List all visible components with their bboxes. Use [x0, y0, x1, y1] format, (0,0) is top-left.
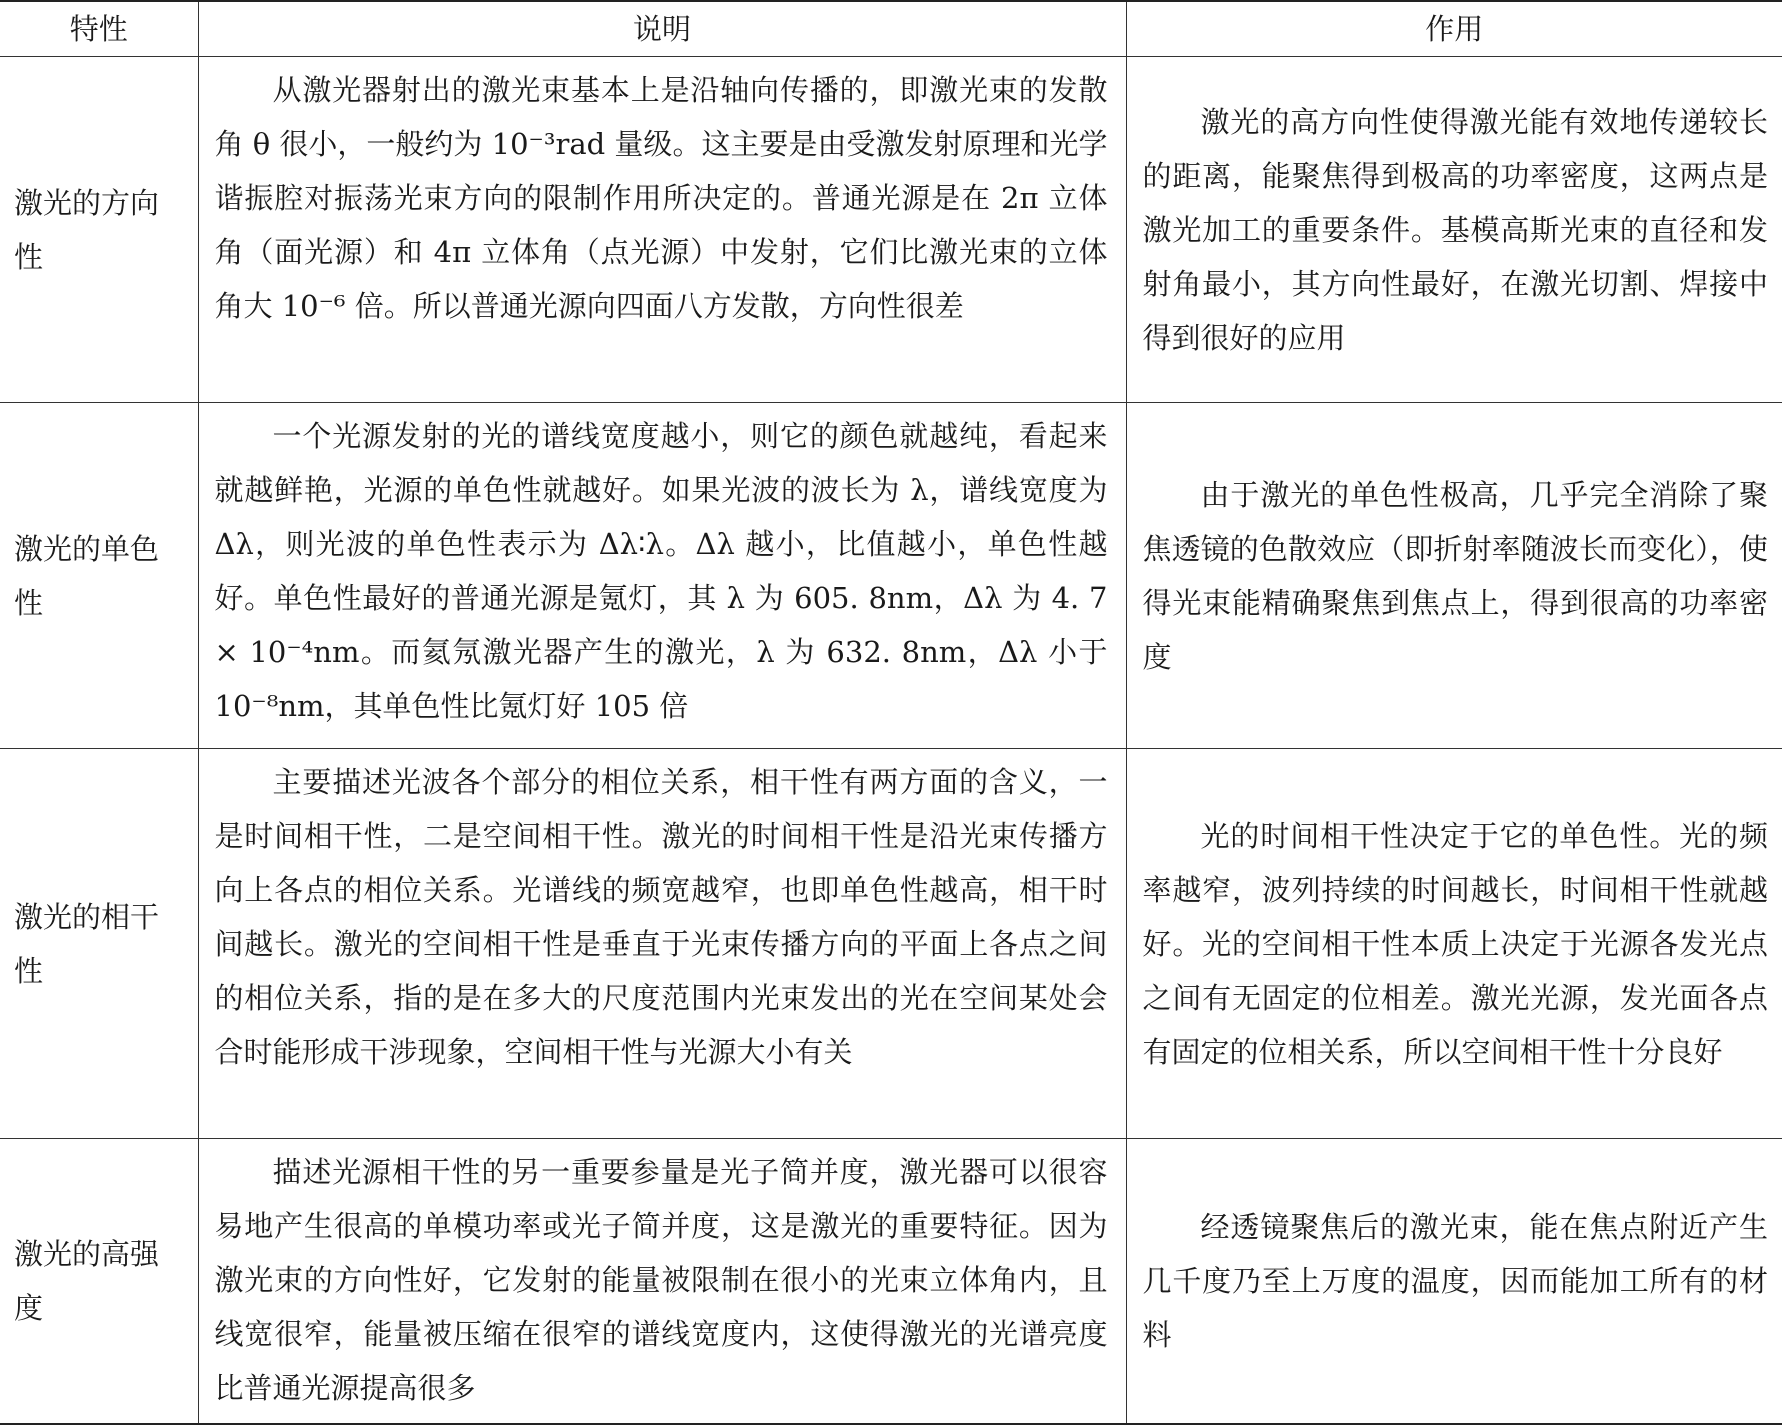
description-cell: 从激光器射出的激光束基本上是沿轴向传播的，即激光束的发散角 θ 很小，一般约为 10⁻³rad 量级。这主要是由受激发射原理和光学谐振腔对振荡光束方向的限制作用所决定的。普通光源是在 2π 立体角（面光源）和 4π 立体角（点光源）中发射，它们比激光束的立体角大 10⁻⁶ 倍。所以普通光源向四面八方发散，方向性很差	[198, 57, 1126, 403]
table-row	[0, 749, 1782, 1139]
description-cell: 描述光源相干性的另一重要参量是光子简并度，激光器可以很容易地产生很高的单模功率或光子简并度，这是激光的重要特征。因为激光束的方向性好，它发射的能量被限制在很小的光束立体角内，且线宽很窄，能量被压缩在很窄的谱线宽度内，这使得激光的光谱亮度比普通光源提高很多	[198, 1139, 1126, 1425]
header-description: 说明	[198, 1, 1126, 57]
description-cell: 主要描述光波各个部分的相位关系，相干性有两方面的含义，一是时间相干性，二是空间相干性。激光的时间相干性是沿光束传播方向上各点的相位关系。光谱线的频宽越窄，也即单色性越高，相干时间越长。激光的空间相干性是垂直于光束传播方向的平面上各点之间的相位关系，指的是在多大的尺度范围内光束发出的光在空间某处会合时能形成干涉现象，空间相干性与光源大小有关	[198, 749, 1126, 1139]
property-cell: 激光的方向性	[0, 57, 198, 403]
table-row	[0, 403, 1782, 749]
table-row	[0, 1139, 1782, 1425]
effect-cell: 由于激光的单色性极高，几乎完全消除了聚焦透镜的色散效应（即折射率随波长而变化），使得光束能精确聚焦到焦点上，得到很高的功率密度	[1126, 403, 1782, 749]
effect-cell: 光的时间相干性决定于它的单色性。光的频率越窄，波列持续的时间越长，时间相干性就越好。光的空间相干性本质上决定于光源各发光点之间有无固定的位相差。激光光源，发光面各点有固定的位相关系，所以空间相干性十分良好	[1126, 749, 1782, 1139]
header-property: 特性	[0, 1, 198, 57]
effect-cell: 经透镜聚焦后的激光束，能在焦点附近产生几千度乃至上万度的温度，因而能加工所有的材料	[1126, 1139, 1782, 1425]
property-cell: 激光的高强度	[0, 1139, 198, 1425]
property-cell: 激光的单色性	[0, 403, 198, 749]
property-cell: 激光的相干性	[0, 749, 198, 1139]
description-cell: 一个光源发射的光的谱线宽度越小，则它的颜色就越纯，看起来就越鲜艳，光源的单色性就越好。如果光波的波长为 λ，谱线宽度为 Δλ，则光波的单色性表示为 Δλ∶λ。Δλ 越小，比值越小，单色性越好。单色性最好的普通光源是氪灯，其 λ 为 605. 8nm，Δλ 为 4. 7 × 10⁻⁴nm。而氦氖激光器产生的激光，λ 为 632. 8nm，Δλ 小于 10⁻⁸nm，其单色性比氪灯好 105 倍	[198, 403, 1126, 749]
header-row	[0, 1, 1782, 57]
header-effect: 作用	[1126, 1, 1782, 57]
table-row	[0, 57, 1782, 403]
effect-cell: 激光的高方向性使得激光能有效地传递较长的距离，能聚焦得到极高的功率密度，这两点是激光加工的重要条件。基模高斯光束的直径和发射角最小，其方向性最好，在激光切割、焊接中得到很好的应用	[1126, 57, 1782, 403]
